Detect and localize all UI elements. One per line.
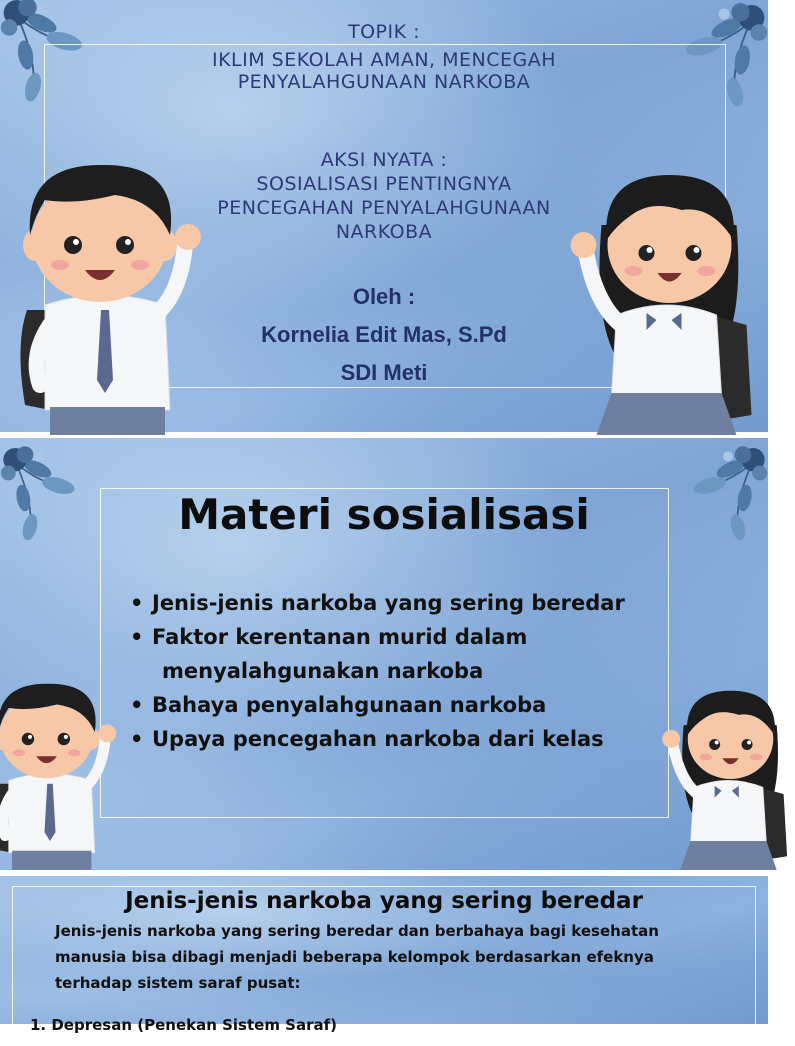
list-item-text: Upaya pencegahan narkoba dari kelas xyxy=(152,727,604,751)
list-item-text: Jenis-jenis narkoba yang sering beredar xyxy=(152,591,625,615)
bullet-icon: • xyxy=(130,693,144,717)
paragraph-line: terhadap sistem saraf pusat: xyxy=(55,974,301,992)
by-label: Oleh : xyxy=(352,284,416,309)
drug-types-paragraph xyxy=(55,918,725,996)
list-item xyxy=(130,620,625,654)
paragraph-line: manusia bisa dibagi menjadi beberapa kelompok berdasarkan efeknya xyxy=(55,948,654,966)
list-item xyxy=(130,586,625,620)
bullet-icon: • xyxy=(130,625,144,649)
slide-drug-types xyxy=(0,876,768,1034)
topic-label: TOPIK : xyxy=(347,21,421,43)
list-item-text: Faktor kerentanan murid dalam xyxy=(152,625,528,649)
bullet-icon: • xyxy=(130,591,144,615)
action-line-1: SOSIALISASI PENTINGNYA xyxy=(256,173,512,195)
list-item-text: menyalahgunakan narkoba xyxy=(162,659,484,683)
action-label: AKSI NYATA : xyxy=(320,149,448,171)
paragraph-line: Jenis-jenis narkoba yang sering beredar dan berbahaya bagi kesehatan xyxy=(55,922,659,940)
list-item-continuation xyxy=(130,654,625,688)
slide-title xyxy=(0,0,768,432)
boy-student-illustration xyxy=(0,670,120,870)
action-line-2: PENCEGAHAN PENYALAHGUNAAN xyxy=(217,197,551,219)
author-name: Kornelia Edit Mas, S.Pd xyxy=(261,322,507,347)
slide-materials xyxy=(0,438,768,870)
boy-student-illustration xyxy=(0,145,210,435)
school-name: SDI Meti xyxy=(340,360,428,385)
list-item: 1. Depresan (Penekan Sistem Saraf) xyxy=(30,1016,338,1034)
materials-list xyxy=(130,586,625,756)
action-line-3: NARKOBA xyxy=(335,221,433,243)
bullet-icon: • xyxy=(130,727,144,751)
topic-line-1: IKLIM SEKOLAH AMAN, MENCEGAH xyxy=(211,49,557,71)
list-item-text: Bahaya penyalahgunaan narkoba xyxy=(152,693,547,717)
materials-title: Materi sosialisasi xyxy=(178,490,590,539)
list-item xyxy=(130,688,625,722)
girl-student-illustration xyxy=(655,670,795,870)
topic-line-2: PENYALAHGUNAAN NARKOBA xyxy=(237,71,531,93)
girl-student-illustration xyxy=(555,145,768,435)
list-item xyxy=(130,722,625,756)
drug-types-title: Jenis-jenis narkoba yang sering beredar xyxy=(125,888,643,914)
